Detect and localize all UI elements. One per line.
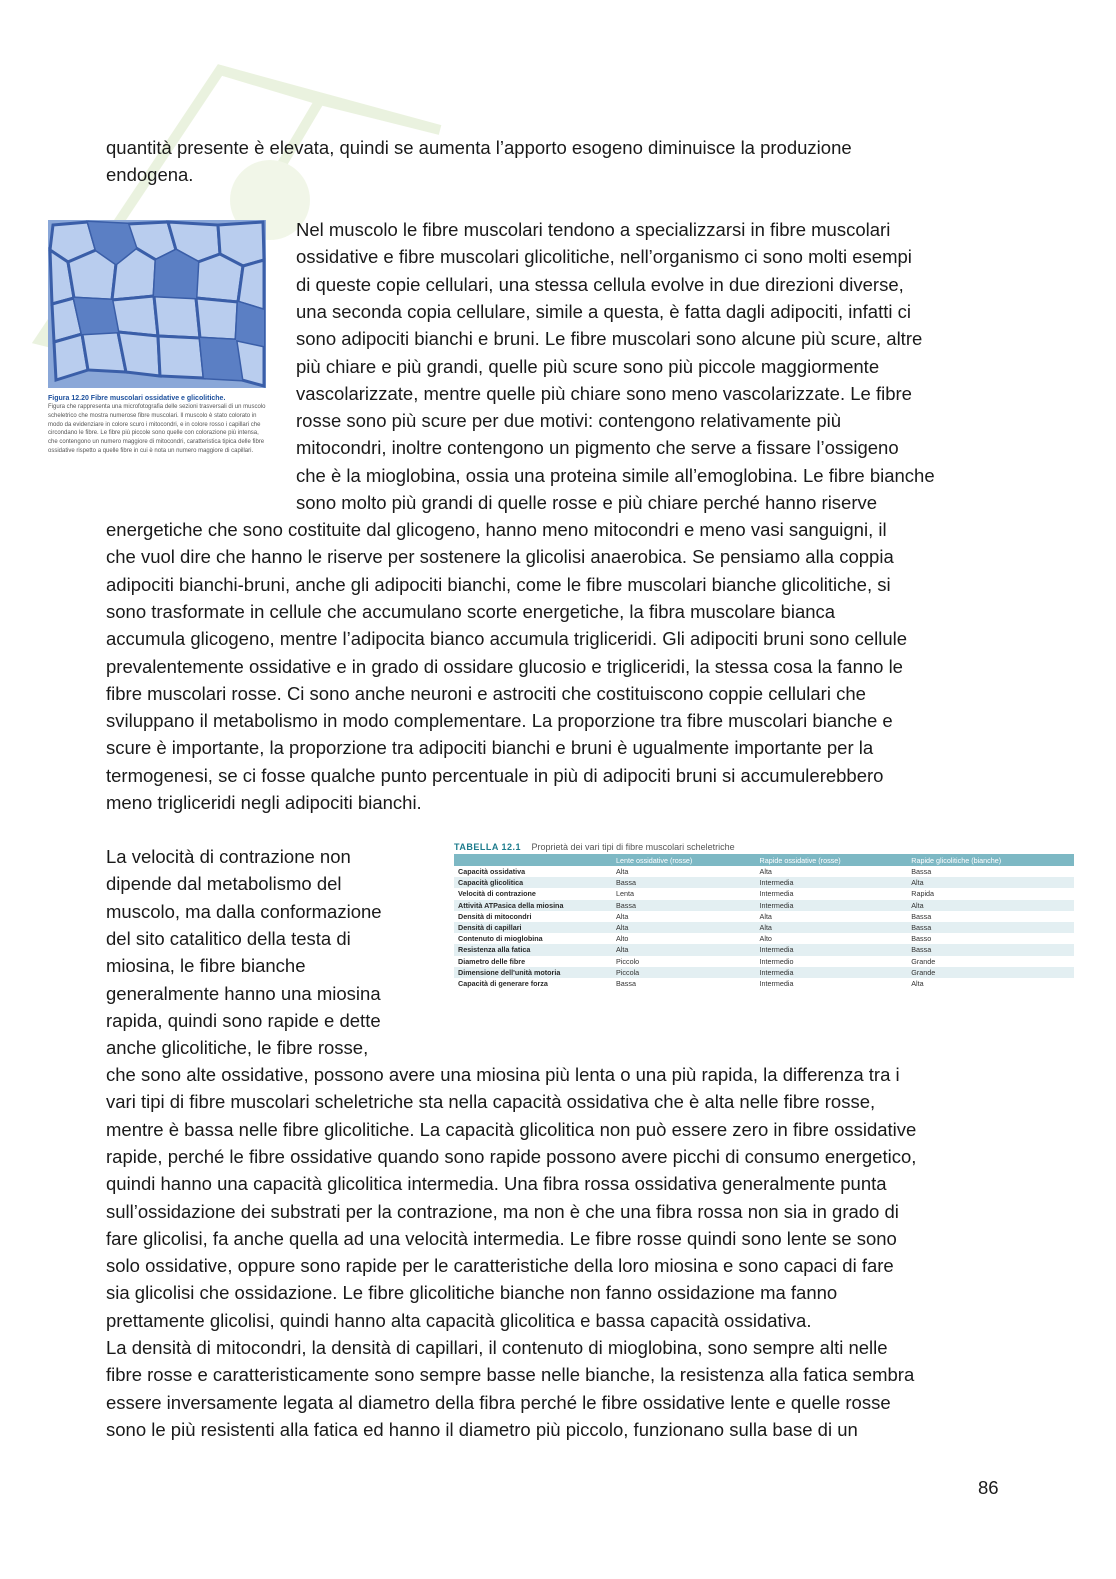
text-line: che sono alte ossidative, possono avere una miosina più lenta o una più rapida, la differenza tra i — [106, 1064, 900, 1085]
text-line: La velocità di contrazione non — [106, 846, 351, 867]
page-number: 86 — [978, 1477, 999, 1498]
table-cell: Alta — [911, 979, 924, 989]
table-cell: Alta — [612, 944, 756, 955]
text-line: del sito catalitico della testa di — [106, 927, 351, 949]
text-line: sono trasformate in cellule che accumulano scorte energetiche, la fibra muscolare bianca — [106, 600, 836, 622]
text-line: sviluppano il metabolismo in modo complementare. La proporzione tra fibre muscolari bianche e — [106, 710, 893, 732]
table-header-cell: Rapide glicolitiche (bianche) — [907, 854, 1074, 866]
table-cell: Piccolo — [616, 956, 640, 966]
text-line: generalmente hanno una miosina — [106, 982, 381, 1004]
table-cell: Grande — [907, 967, 1074, 978]
text-line: che vuol dire che hanno le riserve per sostenere la glicolisi anaerobica. Se pensiamo alla coppia — [106, 546, 894, 568]
table-cell: Alta — [759, 911, 772, 921]
figure-caption-title: Figura 12.20 Fibre muscolari ossidative e glicolitiche. — [48, 395, 226, 402]
table-cell: Intermedio — [759, 956, 794, 966]
text-line: Nel muscolo le fibre muscolari tendono a specializzarsi in fibre muscolari — [296, 219, 891, 240]
table-header-cell: Lente ossidative (rosse) — [612, 854, 756, 866]
text-line: vascolarizzate, mentre quelle più chiare sono meno vascolarizzate. Le fibre — [296, 382, 912, 404]
fiber-properties-table — [454, 840, 1074, 1018]
table-row-label: Densità di capillari — [454, 922, 612, 933]
table-cell: Intermedia — [756, 967, 908, 978]
table-cell: Intermedia — [759, 979, 794, 989]
text-line: sono adipociti bianchi e bruni. Le fibre muscolari sono alcune più scure, altre — [296, 328, 923, 350]
table-cell: Intermedia — [756, 944, 908, 955]
table-cell: Bassa — [907, 922, 1074, 933]
table-cell: Basso — [911, 934, 932, 944]
table-row — [454, 967, 1074, 978]
table-cell: Bassa — [612, 877, 756, 888]
table-row-label: Densità di mitocondri — [458, 911, 532, 921]
table-cell: Intermedia — [756, 900, 908, 911]
table-label: TABELLA 12.1 — [454, 842, 522, 852]
table-cell: Alta — [612, 922, 756, 933]
table-row — [454, 933, 1074, 944]
figure-caption-body: Figura che rappresenta una microfotografia delle sezioni trasversali di un muscolo scheletrico che mostra numerose fibre muscolari. Il muscolo è stato colorato in modo da evidenziare in colore scuro i mitocondri, e in colore rosso i capillari che circondano le fibre. Le fibre più piccole sono quelle con colorazione più intensa, che contengono un numero maggiore di mitocondri, caratteristica tipica delle fibre ossidative rispetto a quelle fibre in cui è nota un numero maggiore di capillari. — [48, 404, 266, 454]
text-line: fibre muscolari rosse. Ci sono anche neuroni e astrociti che costituiscono coppie cellulari che — [106, 682, 866, 704]
table-row — [454, 866, 1074, 877]
text-line: sull’ossidazione dei substrati per la contrazione, ma non è che una fibra rossa non sia in grado di — [106, 1200, 899, 1222]
table-cell: Piccola — [612, 967, 756, 978]
text-line: anche glicolitiche, le fibre rosse, — [106, 1037, 369, 1059]
table-cell: Alto — [759, 934, 772, 944]
text-line: più chiare e più grandi, quelle più scure sono più piccole maggiormente — [296, 355, 880, 377]
text-line: rapide, perché le fibre ossidative quando sono rapide possono avere picchi di consumo energetico, — [106, 1145, 917, 1167]
table-cell: Grande — [911, 956, 936, 966]
table-cell: Intermedia — [756, 877, 908, 888]
table-cell: Rapida — [911, 889, 935, 899]
table-caption: Proprietà dei vari tipi di fibre muscolari scheletriche — [531, 842, 735, 852]
table-cell: Bassa — [911, 867, 932, 876]
table-cell: Alto — [616, 934, 629, 944]
table-header-cell — [454, 854, 612, 866]
table-row — [454, 922, 1074, 933]
text-line: prevalentemente ossidative e in grado di ossidare glucosio e trigliceridi, la stessa cosa la fanno le — [106, 655, 903, 677]
text-line: scure è importante, la proporzione tra adipociti bianchi e bruni è ugualmente importante per la — [106, 737, 874, 759]
text-line: miosina, le fibre bianche — [106, 955, 306, 977]
table-row — [454, 944, 1074, 955]
text-line: rapida, quindi sono rapide e dette — [106, 1009, 381, 1031]
table-cell: Alta — [907, 877, 1074, 888]
text-line: meno trigliceridi negli adipociti bianchi. — [106, 792, 422, 813]
text-line: mentre è bassa nelle fibre glicolitiche. La capacità glicolitica non può essere zero in fibre ossidative — [106, 1118, 917, 1140]
micrograph-image — [48, 220, 266, 388]
table-header-cell: Rapide ossidative (rosse) — [756, 854, 908, 866]
text-line: prettamente glicolisi, quindi hanno alta capacità glicolitica e bassa capacità ossidativa. — [106, 1309, 812, 1331]
table-row-label: Diametro delle fibre — [458, 956, 526, 966]
text-line: dipende dal metabolismo del — [106, 873, 342, 895]
table-row-label: Capacità glicolitica — [454, 877, 612, 888]
text-line: sia glicolisi che ossidazione. Le fibre glicolitiche bianche non fanno ossidazione ma fanno — [106, 1282, 838, 1304]
table-cell: Intermedia — [759, 889, 794, 899]
table-row — [454, 911, 1074, 922]
text-line: accumula glicogeno, mentre l’adipocita bianco accumula trigliceridi. Gli adipociti bruni sono cellule — [106, 628, 908, 650]
table-title — [454, 840, 1074, 854]
table-row — [454, 877, 1074, 888]
text-line: una seconda copia cellulare, simile a questa, è fatta dagli adipociti, infatti ci — [296, 300, 911, 322]
table-cell: Lenta — [616, 889, 634, 899]
table-row-label: Capacità ossidativa — [458, 867, 526, 876]
text-line: che è la mioglobina, ossia una proteina simile all’emoglobina. Le fibre bianche — [296, 464, 935, 486]
table-cell: Alta — [616, 867, 629, 876]
text-line: energetiche che sono costituite dal glicogeno, hanno meno mitocondri e meno vasi sanguigni, il — [106, 519, 887, 540]
text-line: sono molto più grandi di quelle rosse e più chiare perché hanno riserve — [296, 492, 878, 513]
text-line: endogena. — [106, 164, 194, 186]
table-cell: Alta — [756, 922, 908, 933]
table-row-label: Capacità di generare forza — [458, 979, 548, 989]
table-row — [454, 888, 1074, 899]
figure-caption — [48, 394, 270, 486]
table-grid — [454, 854, 1074, 989]
text-line: solo ossidative, oppure sono rapide per le caratteristiche della loro miosina e sono capaci di fare — [106, 1255, 894, 1277]
text-line: quantità presente è elevata, quindi se aumenta l’apporto esogeno diminuisce la produzione — [106, 137, 852, 158]
table-row — [454, 900, 1074, 911]
text-line: sono le più resistenti alla fatica ed hanno il diametro più piccolo, funzionano sulla base di un — [106, 1418, 858, 1440]
text-line: muscolo, ma dalla conformazione — [106, 900, 382, 922]
table-row-label: Attività ATPasica della miosina — [454, 900, 612, 911]
table-cell: Bassa — [911, 911, 932, 921]
text-line: termogenesi, se ci fosse qualche punto percentuale in più di adipociti bruni si accumulerebbero — [106, 764, 884, 786]
table-row-label: Dimensione dell'unità motoria — [454, 967, 612, 978]
table-row-label: Resistenza alla fatica — [454, 944, 612, 955]
text-line: La densità di mitocondri, la densità di capillari, il contenuto di mioglobina, sono sempre alti nelle — [106, 1337, 888, 1358]
table-cell: Alta — [907, 900, 1074, 911]
text-line: rosse sono più scure per due motivi: contengono relativamente più — [296, 410, 842, 432]
table-cell: Bassa — [612, 900, 756, 911]
table-row — [454, 978, 1074, 989]
text-line: essere inversamente legata al diametro della fibra perché le fibre ossidative lente e quelle rosse — [106, 1391, 891, 1413]
text-line: fibre rosse e caratteristicamente sono sempre basse nelle bianche, la resistenza alla fatica sembra — [106, 1364, 915, 1386]
text-line: adipociti bianchi-bruni, anche gli adipociti bianchi, come le fibre muscolari bianche glicolitiche, si — [106, 573, 891, 595]
text-line: vari tipi di fibre muscolari scheletriche sta nella capacità ossidativa che è alta nelle fibre rosse, — [106, 1091, 876, 1113]
text-line: quindi hanno una capacità glicolitica intermedia. Una fibra rossa ossidativa generalmente punta — [106, 1173, 887, 1195]
muscle-fiber-micrograph — [48, 220, 266, 388]
table-cell: Alta — [616, 911, 629, 921]
text-line: ossidative e fibre muscolari glicolitiche, nell’organismo ci sono molti esempi — [296, 246, 912, 268]
text-line: mitocondri, inoltre contengono un pigmento che serve a fissare l’ossigeno — [296, 437, 899, 459]
text-line: fare glicolisi, fa anche quella ad una velocità intermedia. Le fibre rosse quindi sono lente se sono — [106, 1227, 897, 1249]
text-line: di queste copie cellulari, una stessa cellula evolve in due direzioni diverse, — [296, 273, 904, 295]
table-cell: Bassa — [616, 979, 636, 989]
table-cell: Bassa — [907, 944, 1074, 955]
table-cell: Alta — [759, 867, 772, 876]
table-row — [454, 956, 1074, 967]
table-row-label: Velocità di contrazione — [458, 889, 536, 899]
table-row-label: Contenuto di mioglobina — [458, 934, 543, 944]
